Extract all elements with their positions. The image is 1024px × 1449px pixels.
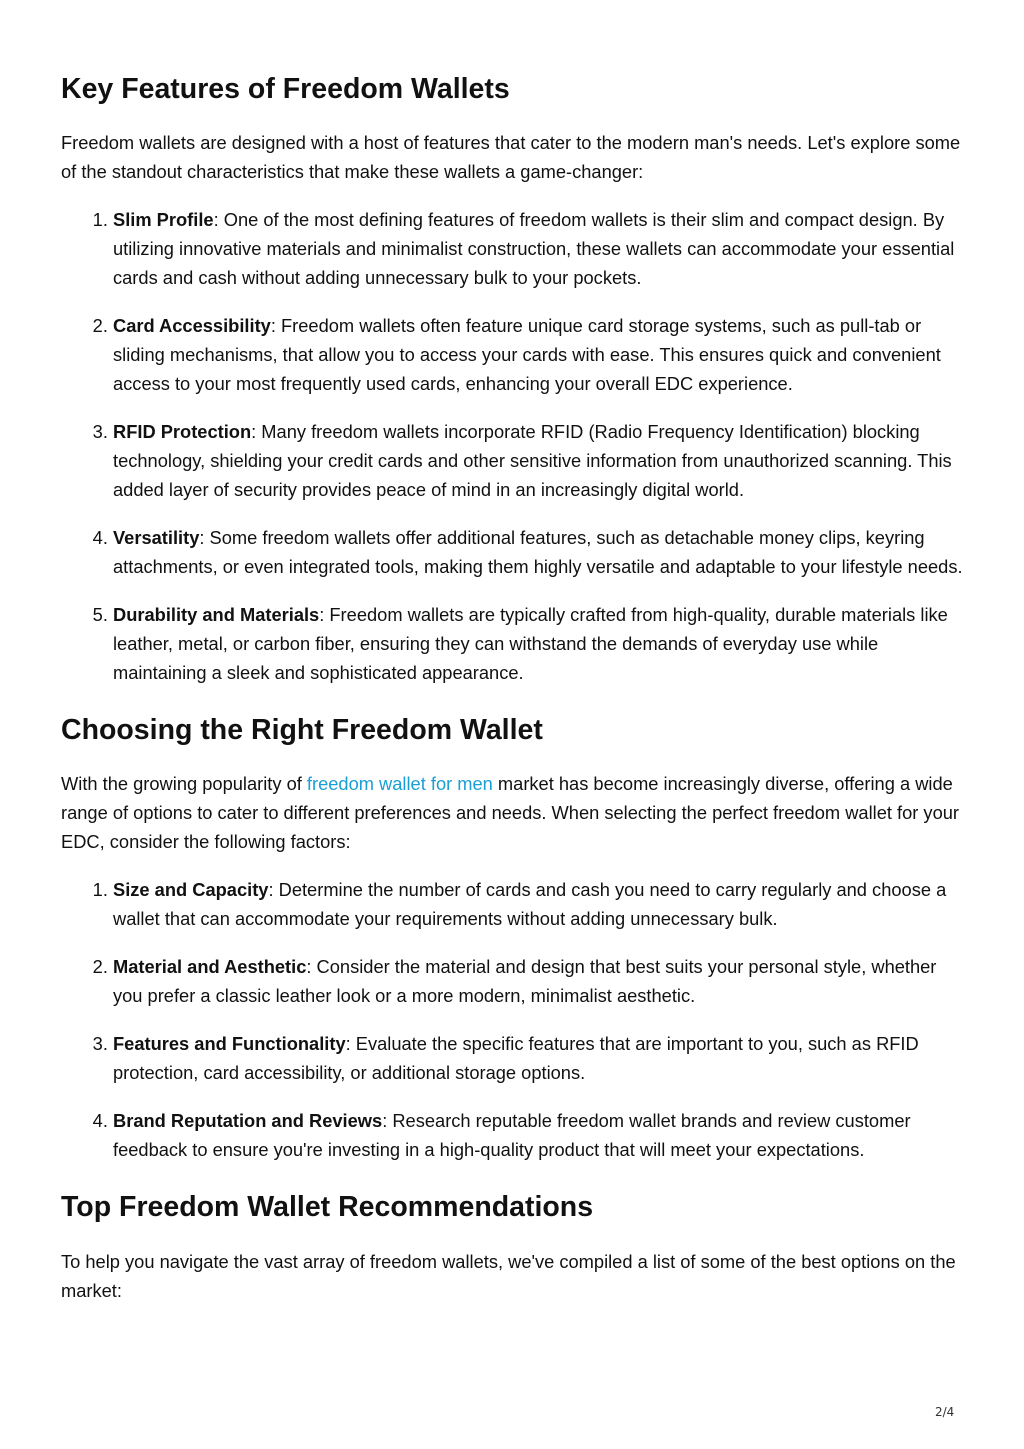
section-heading-key-features: Key Features of Freedom Wallets [61,73,510,105]
list-item-term: Card Accessibility [113,315,271,336]
list-item-text: : Consider the material and design that best suits your personal style, whether you prefer a classic leather look or a more modern, minimalist aesthetic. [113,956,937,1006]
list-item-term: Durability and Materials [113,604,320,625]
list-item-text: : Freedom wallets often feature unique card storage systems, such as pull-tab or sliding mechanisms, that allow you to access your cards with ease. This ensures quick and convenient access to your most frequently used cards, enhancing your overall EDC experience. [113,315,941,394]
section-intro-top-recommendations: To help you navigate the vast array of freedom wallets, we've compiled a list of some of the best options on the market: [61,1251,956,1301]
freedom-wallet-link[interactable]: freedom wallet for men [306,773,493,794]
list-item [113,600,966,687]
list-item-term: Versatility [113,527,200,548]
list-item-term: Size and Capacity [113,879,269,900]
list-item [113,523,966,581]
list-item-text: : One of the most defining features of freedom wallets is their slim and compact design. By utilizing innovative materials and minimalist construction, these wallets can accommodate your essential cards and cash without adding unnecessary bulk to your pockets. [113,209,955,288]
page-number: 2/4 [935,1405,955,1419]
list-item-term: Features and Functionality [113,1033,346,1054]
list-item [113,417,966,504]
section-heading-choosing: Choosing the Right Freedom Wallet [61,714,543,746]
features-list [61,205,966,687]
list-item [113,875,966,933]
section-intro-key-features: Freedom wallets are designed with a host of features that cater to the modern man's needs. Let's explore some of the standout characteristics that make these wallets a game-changer: [61,132,961,182]
list-item-term: Slim Profile [113,209,214,230]
list-item-text: : Determine the number of cards and cash you need to carry regularly and choose a wallet that can accommodate your requirements without adding unnecessary bulk. [113,879,947,929]
section-heading-top-recommendations: Top Freedom Wallet Recommendations [61,1191,594,1223]
list-item-text: : Research reputable freedom wallet brands and review customer feedback to ensure you're investing in a high-quality product that will meet your expectations. [113,1110,911,1160]
list-item [113,205,966,292]
list-item-text: : Many freedom wallets incorporate RFID (Radio Frequency Identification) blocking technology, shielding your credit cards and other sensitive information from unauthorized scanning. This added layer of security provides peace of mind in an increasingly digital world. [113,421,952,500]
list-item-text: : Some freedom wallets offer additional features, such as detachable money clips, keyring attachments, or even integrated tools, making them highly versatile and adaptable to your lifestyle needs. [113,527,963,577]
list-item-text: : Evaluate the specific features that are important to you, such as RFID protection, card accessibility, or additional storage options. [113,1033,919,1083]
list-item-term: Material and Aesthetic [113,956,307,977]
list-item-term: Brand Reputation and Reviews [113,1110,383,1131]
list-item [113,311,966,398]
list-item [113,952,966,1010]
intro-text-before-link: With the growing popularity of [61,773,307,794]
list-item-term: RFID Protection [113,421,252,442]
list-item [113,1029,966,1087]
intro-text-after-link: market has become increasingly diverse, offering a wide range of options to cater to different preferences and needs. When selecting the perfect freedom wallet for your EDC, consider the following factors: [61,773,959,852]
list-item [113,1106,966,1164]
list-item-text: : Freedom wallets are typically crafted from high-quality, durable materials like leather, metal, or carbon fiber, ensuring they can withstand the demands of everyday use while maintaining a sleek and sophisticated appearance. [113,604,948,683]
document-page [61,0,966,1305]
section-intro-choosing [61,769,966,856]
choosing-factors-list [61,875,966,1164]
